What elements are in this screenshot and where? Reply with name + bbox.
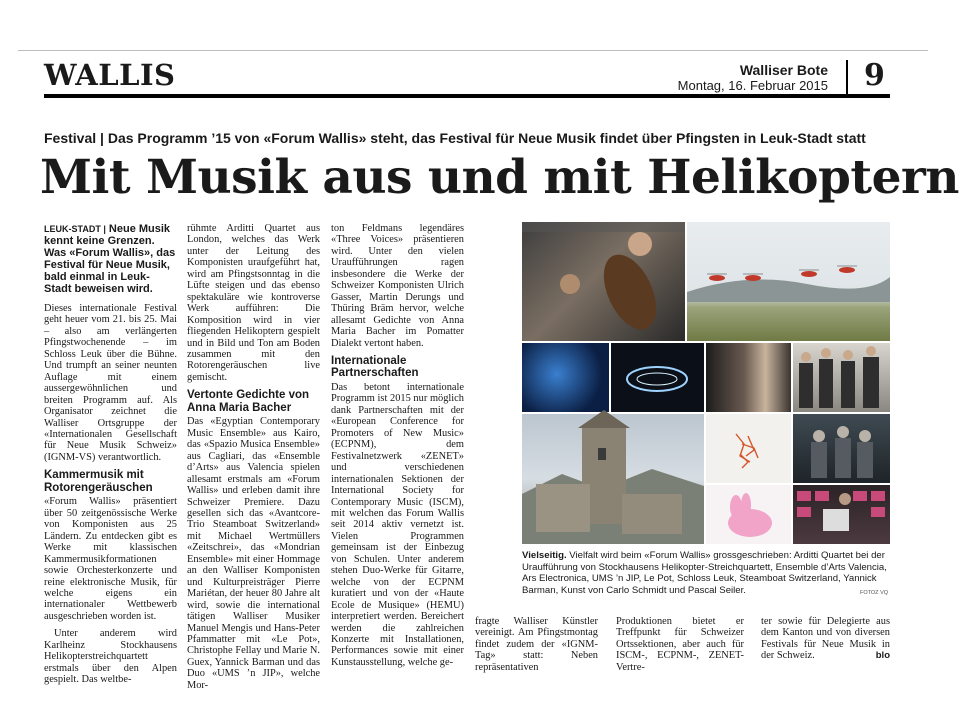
steamboat-switzerland-photo xyxy=(793,414,890,483)
author-signature: blo xyxy=(875,650,890,662)
subheading: Kammermusik mit Rotorengeräuschen xyxy=(44,469,153,494)
subheading: Vertonte Gedichte von Anna Maria Bacher xyxy=(187,389,310,414)
caption-text: Vielfalt wird beim «Forum Wallis» grossgeschrieben: Arditti Quartet bei der Uraufführung von Stockhausens Helikopter-Streichquartett, Ensemble d’Arts Valencia, Ars Electronica, UMS ’n JIP, Le Pot, Schloss Leuk, Steamboat Switzerland, Yannick Barman, Kunst von Carlo Schmidt und Pascal Seiler. xyxy=(522,550,887,597)
le-pot-photo xyxy=(793,343,890,412)
dateline: LEUK-STADT | xyxy=(44,224,106,234)
top-divider xyxy=(18,50,928,51)
paragraph: Das betont internationale Programm ist 2015 nur möglich dank Partnerschaften mit der «European Conference for Promoters of New Music» (ECPNM), dem Festivalnetzwerk «ZENET» und verschiedenen internationalen Sektionen der International Society for Contemporary Music (ISCM), mit welchen das Forum Wallis seit 2014 aktiv vernetzt ist. Vielen Programmen gemeinsam ist der Einbezug von Schulen. Unter anderem stehen Duo-Werke für Gitarre, welche von der ECPNM kuratiert und von der «Haute Ecole de Musique» (HEMU) interpretiert werden. Bereichert werden die zahlreichen Konzerte mit Installationen, Performances sowie mit einer Kunstausstellung, welche ge- xyxy=(331,381,464,668)
header-divider xyxy=(846,60,848,94)
paragraph: Dieses internationale Festival geht heuer vom 21. bis 25. Mai – also am verlängerten Pfingstwochenende – im Schloss Leuk über die Bühne. Und trumpft an seiner neunten Auflage mit einem aussergewöhnlichen und breiten Programm auf. Als Organisator zeichnet die Walliser Ortsgruppe der «Internationalen Gesellschaft für Neue Musik Schweiz» (IGNM-VS) verantwortlich. xyxy=(44,303,177,463)
article-column-1 xyxy=(44,223,177,686)
paragraph: Unter anderem wird Karlheinz Stockhausens Helikopterstreichquartett erstmals über den Alpen gespielt. Das weltbe- xyxy=(44,628,177,686)
article-column-6 xyxy=(761,616,890,676)
schloss-leuk-photo xyxy=(522,414,704,544)
paragraph: «Forum Wallis» präsentiert über 50 zeitgenössische Werke von Komponisten aus 25 Ländern. Zu entdecken gibt es Werke mit klassischen Kammermusikformationen sowie Orchesterkonzerte und reine elektronische Musik, für welche eigens ein internationaler Wettbewerb ausgeschrieben worden ist. xyxy=(44,496,177,622)
yannick-barman-photo xyxy=(793,485,890,544)
ars-electronica-photo xyxy=(611,343,704,412)
newspaper-name: Walliser Bote xyxy=(739,62,828,78)
arditti-quartet-photo xyxy=(522,222,685,341)
paragraph: ter sowie für Delegierte aus dem Kanton und von diversen Festivals für Neue Musik in der Schweiz. xyxy=(761,616,890,662)
article-headline: Mit Musik aus und mit Helikoptern xyxy=(40,150,959,205)
header-rule xyxy=(44,94,890,98)
paragraph: rühmte Arditti Quartet aus London, welches das Werk unter der Leitung des Komponisten uraufgeführt hat, wird am Pfingstsonntag in die Lüfte steigen und das ebenso spektakuläre wie kontroverse Werk aufführen: Die Komposition wird in vier fliegenden Helikoptern gespielt und in Bild und Ton am Boden zusammen mit den Rotorengeräuschen live gemischt. xyxy=(187,223,320,383)
paragraph: fragte Walliser Künstler vereinigt. Am Pfingstmontag findet zudem der «IGNM-Tag» statt: Neben repräsentativen xyxy=(475,616,598,673)
article-column-2 xyxy=(187,223,320,691)
article-column-3 xyxy=(331,223,464,675)
section-title: WALLIS xyxy=(44,58,176,92)
carlo-schmidt-art-photo xyxy=(706,414,791,483)
ums-n-jip-photo xyxy=(706,343,791,412)
article-column-5 xyxy=(616,616,744,676)
paragraph: Das «Egyptian Contemporary Music Ensemble» aus Kairo, das «Spazio Musica Ensemble» aus Cagliari, das «Ensemble d’Arts» aus Valencia spielen allesamt erstmals am «Forum Wallis» und erleben damit ihre Schweizer Premiere. Dazu gesellen sich das «Avantcore-Trio Steamboat Switzerland» mit Michael Wertmüllers «Zeitschrei», das «Mondrian Ensemble» mit einer Hommage an den Walliser Komponisten und Kulturpreisträger Pierre Mariétan, der heuer 80 Jahre alt wird, sowie die international tätigen Walliser Musiker Manuel Mengis und Hans-Peter Pfammatter mit «Le Pot», Christophe Fellay und Marie N. Guex, Yannick Barman und das Duo «UMS ’n JIP», welche Mor- xyxy=(187,416,320,691)
issue-date: Montag, 16. Februar 2015 xyxy=(677,78,828,93)
photo-caption xyxy=(522,550,890,597)
page-number: 9 xyxy=(864,58,885,93)
pascal-seiler-art-photo xyxy=(706,485,791,544)
article-column-4 xyxy=(475,616,598,676)
caption-lead: Vielseitig. xyxy=(522,550,567,561)
paragraph: Produktionen bietet er Treffpunkt für Schweizer Ortssektionen, aber auch für ISCM-, ECPNM-, ZENET-Vertre- xyxy=(616,616,744,673)
subheading: Internationale Partnerschaften xyxy=(331,354,419,380)
paragraph: ton Feldmans legendäres «Three Voices» präsentieren wird. Unter den vielen Uraufführungen ragen insbesondere die Werke der Schweizer Komponisten Ulrich Gasser, Martin Derungs und Thüring Bräm hervor, welche allesamt Gedichte von Anna Maria Bacher im Pomatter Dialekt vertont haben. xyxy=(331,223,464,349)
article-kicker: Festival | Das Programm ’15 von «Forum Wallis» steht, das Festival für Neue Musik findet über Pfingsten in Leuk-Stadt statt xyxy=(44,130,866,146)
article-lead: Neue Musik kennt keine Grenzen. Was «Forum Wallis», das Festival für Neue Musik, bald einmal in Leuk-Stadt beweisen wird. xyxy=(44,223,176,295)
helicopters-photo xyxy=(687,222,890,341)
ensemble-valencia-photo xyxy=(522,343,609,412)
photo-credit: FOTOZ VQ xyxy=(860,590,889,596)
